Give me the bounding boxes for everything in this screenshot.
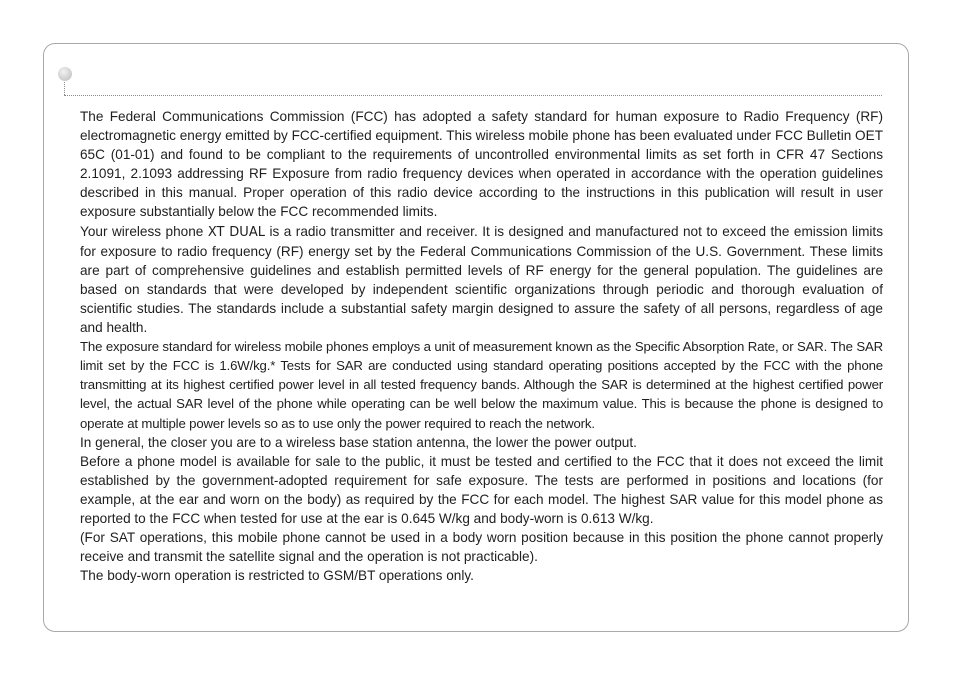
paragraph-phone-rest: is a radio transmitter and receiver. It is designed and manufactured not to exceed the emission limits for exposure to radio frequency (RF) energy set by the Federal Communications Commission of the U.S. Government. These limits are part of comprehensive guidelines and establish permitted levels of RF energy for the general population. The guidelines are based on standards that were developed by independent scientific organizations through periodic and thorough evaluation of scientific studies. The standards include a substantial safety margin designed to assure the safety of all persons, regardless of age and health. xyxy=(80,223,883,336)
paragraph-sat-operations: (For SAT operations, this mobile phone cannot be used in a body worn position because in this position the phone cannot properly receive and transmit the satellite signal and the operation is not practicable). xyxy=(80,530,883,565)
paragraph-phone-intro: Your wireless phone xyxy=(80,223,208,239)
header-rule xyxy=(64,95,882,96)
paragraph-body-worn: The body-worn operation is restricted to GSM/BT operations only. xyxy=(80,568,474,584)
fcc-statement xyxy=(80,107,883,585)
bullet-dot-icon xyxy=(58,67,72,81)
header-rule-stub xyxy=(64,82,65,95)
paragraph-certification: Before a phone model is available for sale to the public, it must be tested and certified to the FCC that it does not exceed the limit established by the government-adopted requirement for safe exposure. The tests are performed in positions and locations (for example, at the ear and worn on the body) as required by the FCC for each model. The highest SAR value for this model phone as reported to the FCC when tested for use at the ear is 0.645 W/kg and body-worn is 0.613 W/kg. xyxy=(80,453,883,526)
paragraph-fcc-standard: The Federal Communications Commission (FCC) has adopted a safety standard for human exposure to Radio Frequency (RF) electromagnetic energy emitted by FCC-certified equipment. This wireless mobile phone has been evaluated under FCC Bulletin OET 65C (01-01) and found to be compliant to the requirements of uncontrolled environmental limits as set forth in CFR 47 Sections 2.1091, 2.1093 addressing RF Exposure from radio frequency devices when operated in accordance with the operation guidelines described in this manual. Proper operation of this radio device according to the instructions in this publication will result in user exposure substantially below the FCC recommended limits. xyxy=(80,109,883,220)
paragraph-antenna-distance: In general, the closer you are to a wireless base station antenna, the lower the power output. xyxy=(80,434,637,450)
product-name: XT DUAL xyxy=(207,224,265,240)
paragraph-sar-standard: The exposure standard for wireless mobile phones employs a unit of measurement known as the Specific Absorption Rate, or SAR. The SAR limit set by the FCC is 1.6W/kg.* Tests for SAR are conducted using standard operating positions accepted by the FCC with the phone transmitting at its highest certified power level in all tested frequency bands. Although the SAR is determined at the highest certified power level, the actual SAR level of the phone while operating can be well below the maximum value. This is because the phone is designed to operate at multiple power levels so as to use only the power required to reach the network. xyxy=(80,339,883,431)
paragraph-phone-description xyxy=(80,222,883,338)
